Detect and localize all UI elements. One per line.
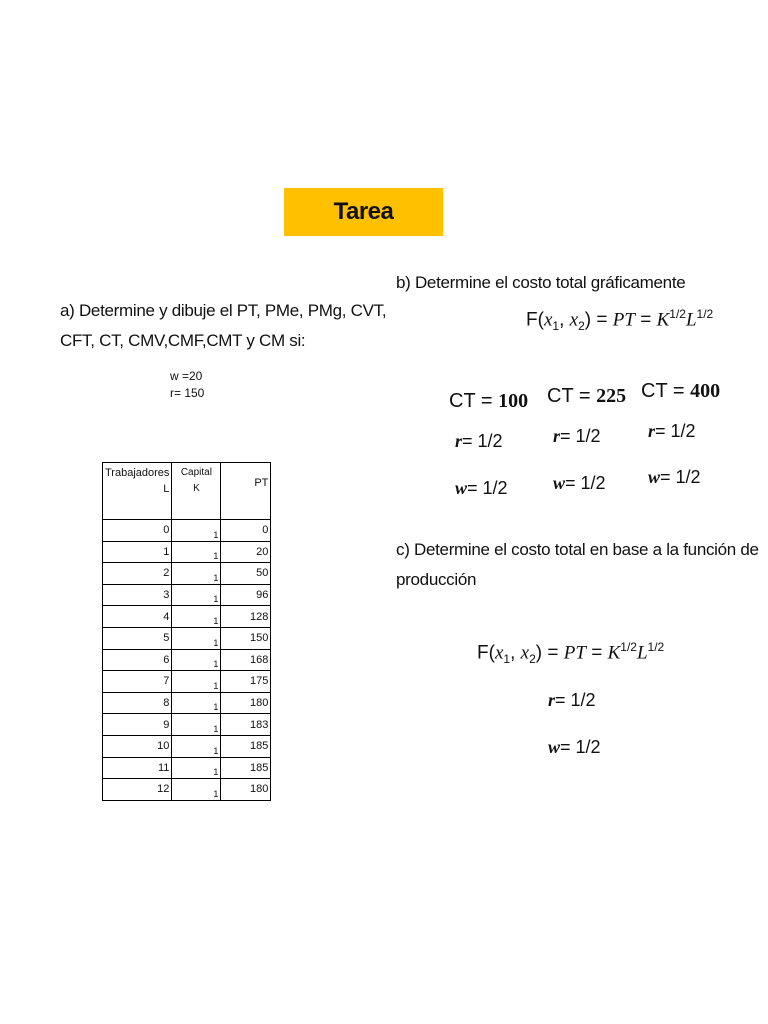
formula-comma: , [510,642,521,664]
table-row [103,649,271,671]
cell-trabajadores: 7 [103,671,172,693]
formula-l: L [685,309,697,331]
w-value: = 1/2 [560,737,601,757]
cell-capital: 1 [172,779,221,801]
formula-mid: ) = [535,642,564,664]
r-value: = 1/2 [462,431,503,451]
r-variable: r [548,690,556,710]
formula-sub1: 1 [552,319,560,334]
formula-pt: PT [563,642,586,664]
formula-sub2: 2 [578,319,585,334]
cell-pt: 20 [221,541,271,563]
header-trabajadores-line1: Trabajadores [105,467,170,479]
r-variable: r [553,426,561,446]
formula-x1: x [543,309,553,331]
table-body [103,520,271,801]
cell-trabajadores: 10 [103,735,172,757]
cell-capital: 1 [172,541,221,563]
cell-capital: 1 [172,692,221,714]
col2-r [553,426,601,447]
w-variable: w [553,473,566,493]
formula-sub2: 2 [529,652,536,667]
part-c-w [548,737,601,758]
header-trabajadores-line2: L [163,483,170,495]
cell-capital: 1 [172,606,221,628]
part-c-r [548,690,596,711]
cell-capital: 1 [172,584,221,606]
cell-trabajadores: 3 [103,584,172,606]
formula-eq: = [585,642,608,664]
w-variable: w [455,478,468,498]
table-row [103,692,271,714]
formula-comma: , [559,309,570,331]
cell-pt: 185 [221,757,271,779]
col1-r [455,431,503,452]
formula-f: F( [526,309,544,331]
cell-pt: 50 [221,563,271,585]
part-a-w-value: w =20 [170,369,203,383]
ct-100 [449,390,528,413]
part-a-text-line2: CFT, CT, CMV,CMF,CMT y CM si: [60,331,306,350]
col1-w [455,478,508,499]
table-row [103,757,271,779]
w-value: = 1/2 [467,478,508,498]
cell-pt: 168 [221,649,271,671]
table-row [103,779,271,801]
header-capital-line1: Capital [180,467,212,478]
formula-x1: x [494,642,504,664]
w-variable: w [648,467,661,487]
ct-label: CT = [641,380,691,402]
part-b-text: b) Determine el costo total gráficamente [396,273,686,292]
formula-f: F( [477,642,495,664]
cell-pt: 0 [221,520,271,542]
part-c-text-line1: c) Determine el costo total en base a la función de [396,540,759,559]
production-table [102,462,271,801]
header-capital-line2: K [193,483,200,494]
table-row [103,627,271,649]
cell-trabajadores: 5 [103,627,172,649]
cell-capital: 1 [172,714,221,736]
cell-pt: 180 [221,692,271,714]
part-b-formula [526,307,713,333]
cell-trabajadores: 2 [103,563,172,585]
cell-trabajadores: 1 [103,541,172,563]
ct-400 [641,380,720,403]
ct-value: 400 [690,380,721,402]
col3-r [648,421,696,442]
w-value: = 1/2 [565,473,606,493]
cell-capital: 1 [172,757,221,779]
formula-l: L [636,642,648,664]
col2-w [553,473,606,494]
formula-k-exponent: 1/2 [620,640,637,654]
cell-pt: 128 [221,606,271,628]
cell-pt: 96 [221,584,271,606]
table-row [103,584,271,606]
formula-k-exponent: 1/2 [669,307,686,321]
ct-value: 100 [498,390,529,412]
formula-sub1: 1 [503,652,511,667]
cell-pt: 175 [221,671,271,693]
part-a-r-value: r= 150 [170,386,205,400]
cell-pt: 183 [221,714,271,736]
formula-l-exponent: 1/2 [647,640,665,654]
ct-225 [547,385,626,408]
part-c-text-line2: producción [396,570,477,589]
w-value: = 1/2 [660,467,701,487]
table-row [103,671,271,693]
r-value: = 1/2 [560,426,601,446]
ct-label: CT = [547,385,597,407]
formula-x2: x [569,309,579,331]
ct-label: CT = [449,390,499,412]
formula-pt: PT [612,309,635,331]
formula-x2: x [520,642,530,664]
page-title: Tarea [284,188,443,236]
col3-w [648,467,701,488]
table-row [103,541,271,563]
header-pt-line1: PT [254,477,269,489]
table-row [103,520,271,542]
r-variable: r [455,431,463,451]
cell-pt: 185 [221,735,271,757]
part-a-text-line1: a) Determine y dibuje el PT, PMe, PMg, CVT, [60,301,387,320]
cell-capital: 1 [172,520,221,542]
cell-capital: 1 [172,563,221,585]
part-c-formula [477,640,664,666]
table-row [103,714,271,736]
formula-l-exponent: 1/2 [696,307,714,321]
formula-eq: = [634,309,657,331]
formula-k: K [656,309,670,331]
table-row [103,606,271,628]
table-row [103,735,271,757]
header-capital [172,463,221,520]
cell-trabajadores: 11 [103,757,172,779]
cell-capital: 1 [172,671,221,693]
r-value: = 1/2 [555,690,596,710]
w-variable: w [548,737,561,757]
cell-capital: 1 [172,627,221,649]
cell-capital: 1 [172,649,221,671]
cell-trabajadores: 4 [103,606,172,628]
header-trabajadores [103,463,172,520]
formula-k: K [607,642,621,664]
cell-trabajadores: 12 [103,779,172,801]
ct-value: 225 [596,385,627,407]
cell-trabajadores: 6 [103,649,172,671]
header-pt [221,463,271,520]
r-value: = 1/2 [655,421,696,441]
cell-capital: 1 [172,735,221,757]
cell-trabajadores: 9 [103,714,172,736]
table-row [103,563,271,585]
cell-trabajadores: 8 [103,692,172,714]
formula-mid: ) = [584,309,613,331]
cell-pt: 150 [221,627,271,649]
cell-trabajadores: 0 [103,520,172,542]
r-variable: r [648,421,656,441]
cell-pt: 180 [221,779,271,801]
